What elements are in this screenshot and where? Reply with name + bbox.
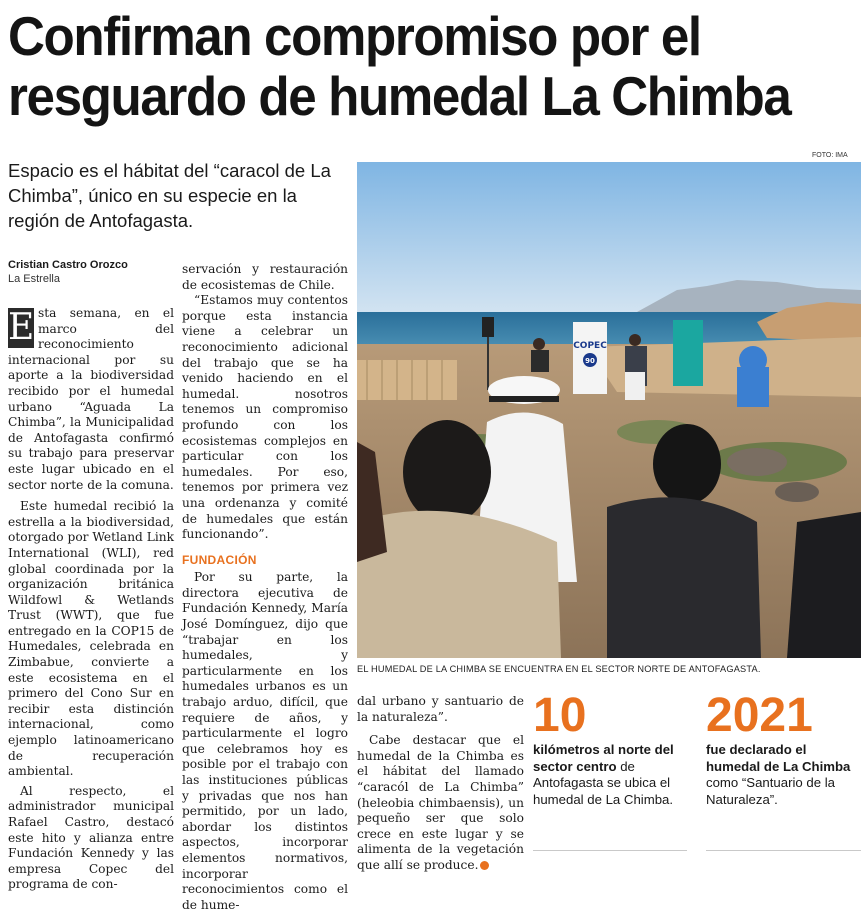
paragraph bbox=[357, 733, 524, 873]
paragraph-text: sta semana, en el marco del reconocimiento internacional por su aporte a la biodiversidad recibido por el humedal urbano “Aguada La Chimba”, la Municipalidad de Antofagasta confirmó su trabajo para preservar este lugar ubicado en el sector norte de la comuna. bbox=[8, 306, 174, 492]
byline bbox=[8, 258, 178, 286]
fact-number: 2021 bbox=[706, 689, 813, 742]
photo-illustration bbox=[357, 162, 861, 658]
author-name: Cristian Castro Orozco bbox=[8, 259, 128, 271]
fact-text bbox=[533, 742, 693, 808]
paragraph bbox=[8, 306, 174, 493]
headline bbox=[8, 6, 803, 126]
banner-text: COPEC bbox=[573, 341, 607, 351]
headline-line-1: Confirman compromiso por el bbox=[8, 5, 701, 67]
paragraph: Por su parte, la directora ejecutiva de Fundación Kennedy, María José Domínguez, dijo que “trabajar en los humedales, y particularmente en los humedales urbanos es un trabajo arduo, difícil, que requiere de años, y particularmente el logro que celebramos hoy es posible por el trabajo con las instituciones públicas y privadas que nos han permitido, por un lado, abordar los distintos aspectos, incorporar elementos normativos, incorporar reconocimientos como el de hume- bbox=[182, 570, 348, 912]
body-column-2 bbox=[182, 262, 348, 913]
dropcap: E bbox=[8, 307, 35, 348]
banner-badge: 90 bbox=[585, 357, 595, 365]
end-mark-icon bbox=[480, 861, 489, 870]
news-photo bbox=[357, 162, 861, 658]
fact-text bbox=[706, 742, 864, 808]
paragraph: “Estamos muy contentos porque esta instancia viene a celebrar un reconocimiento adicional del trabajo que se ha venido haciendo en el humedal. nosotros tenemos un compromiso profundo con los ecosistemas complejos en particular con los humedales. Por eso, tenemos por primera vez una ordenanza y comité de humedales que están funcionando”. bbox=[182, 293, 348, 542]
paragraph: servación y restauración de ecosistemas de Chile. bbox=[182, 262, 348, 292]
paragraph: Este humedal recibió la estrella a la biodiversidad, otorgado por Wetland Link International (WLI), red global coordinada por la organización británica Wildfowl & Wetlands Trust (WWT), que fue entregado en la COP15 de Humedales, celebrada en Zimbabue, convierte a este ecosistema en el primero del Cono Sur en recibir esta distinción internacional, como ejemplo latinoamericano de recuperación ambiental. bbox=[8, 499, 174, 779]
photo-credit: FOTO: IMA bbox=[812, 152, 848, 159]
photo-caption: EL HUMEDAL DE LA CHIMBA SE ENCUENTRA EN EL SECTOR NORTE DE ANTOFAGASTA. bbox=[357, 664, 761, 674]
paragraph-text: Cabe destacar que el humedal de la Chimba es el hábitat del llamado “caracól de La Chimba” (heleobia chimbaensis), un pequeño ser que solo crece en este lugar y se alimenta de la vegetación que allí se produce. bbox=[357, 733, 524, 872]
fact-text-rest: como “Santuario de la Naturaleza”. bbox=[706, 775, 836, 807]
fact-divider bbox=[706, 850, 861, 851]
section-subhead: FUNDACIÓN bbox=[182, 552, 257, 567]
fact-box-year bbox=[706, 690, 864, 808]
fact-text-rest: de Antofagasta se ubica el humedal de La Chimba. bbox=[533, 758, 674, 807]
body-column-1 bbox=[8, 306, 174, 893]
paragraph: Al respecto, el administrador municipal Rafael Castro, destacó este hito y alianza entre Fundación Kennedy y las empresa Copec del programa de con- bbox=[8, 783, 174, 892]
paragraph: dal urbano y santuario de la naturaleza”. bbox=[357, 694, 524, 724]
fact-text-bold: kilómetros al norte del sector centro bbox=[533, 742, 674, 774]
body-column-3 bbox=[357, 694, 524, 874]
outlet-name: La Estrella bbox=[8, 273, 60, 285]
headline-line-2: resguardo de humedal La Chimba bbox=[8, 65, 791, 127]
fact-divider bbox=[533, 850, 687, 851]
fact-text-bold: fue declarado el humedal de La Chimba bbox=[706, 742, 851, 774]
fact-number: 10 bbox=[533, 689, 587, 742]
lede: Espacio es el hábitat del “caracol de La Chimba”, único en su especie en la región de Antofagasta. bbox=[8, 160, 331, 231]
fact-box-distance bbox=[533, 690, 693, 808]
